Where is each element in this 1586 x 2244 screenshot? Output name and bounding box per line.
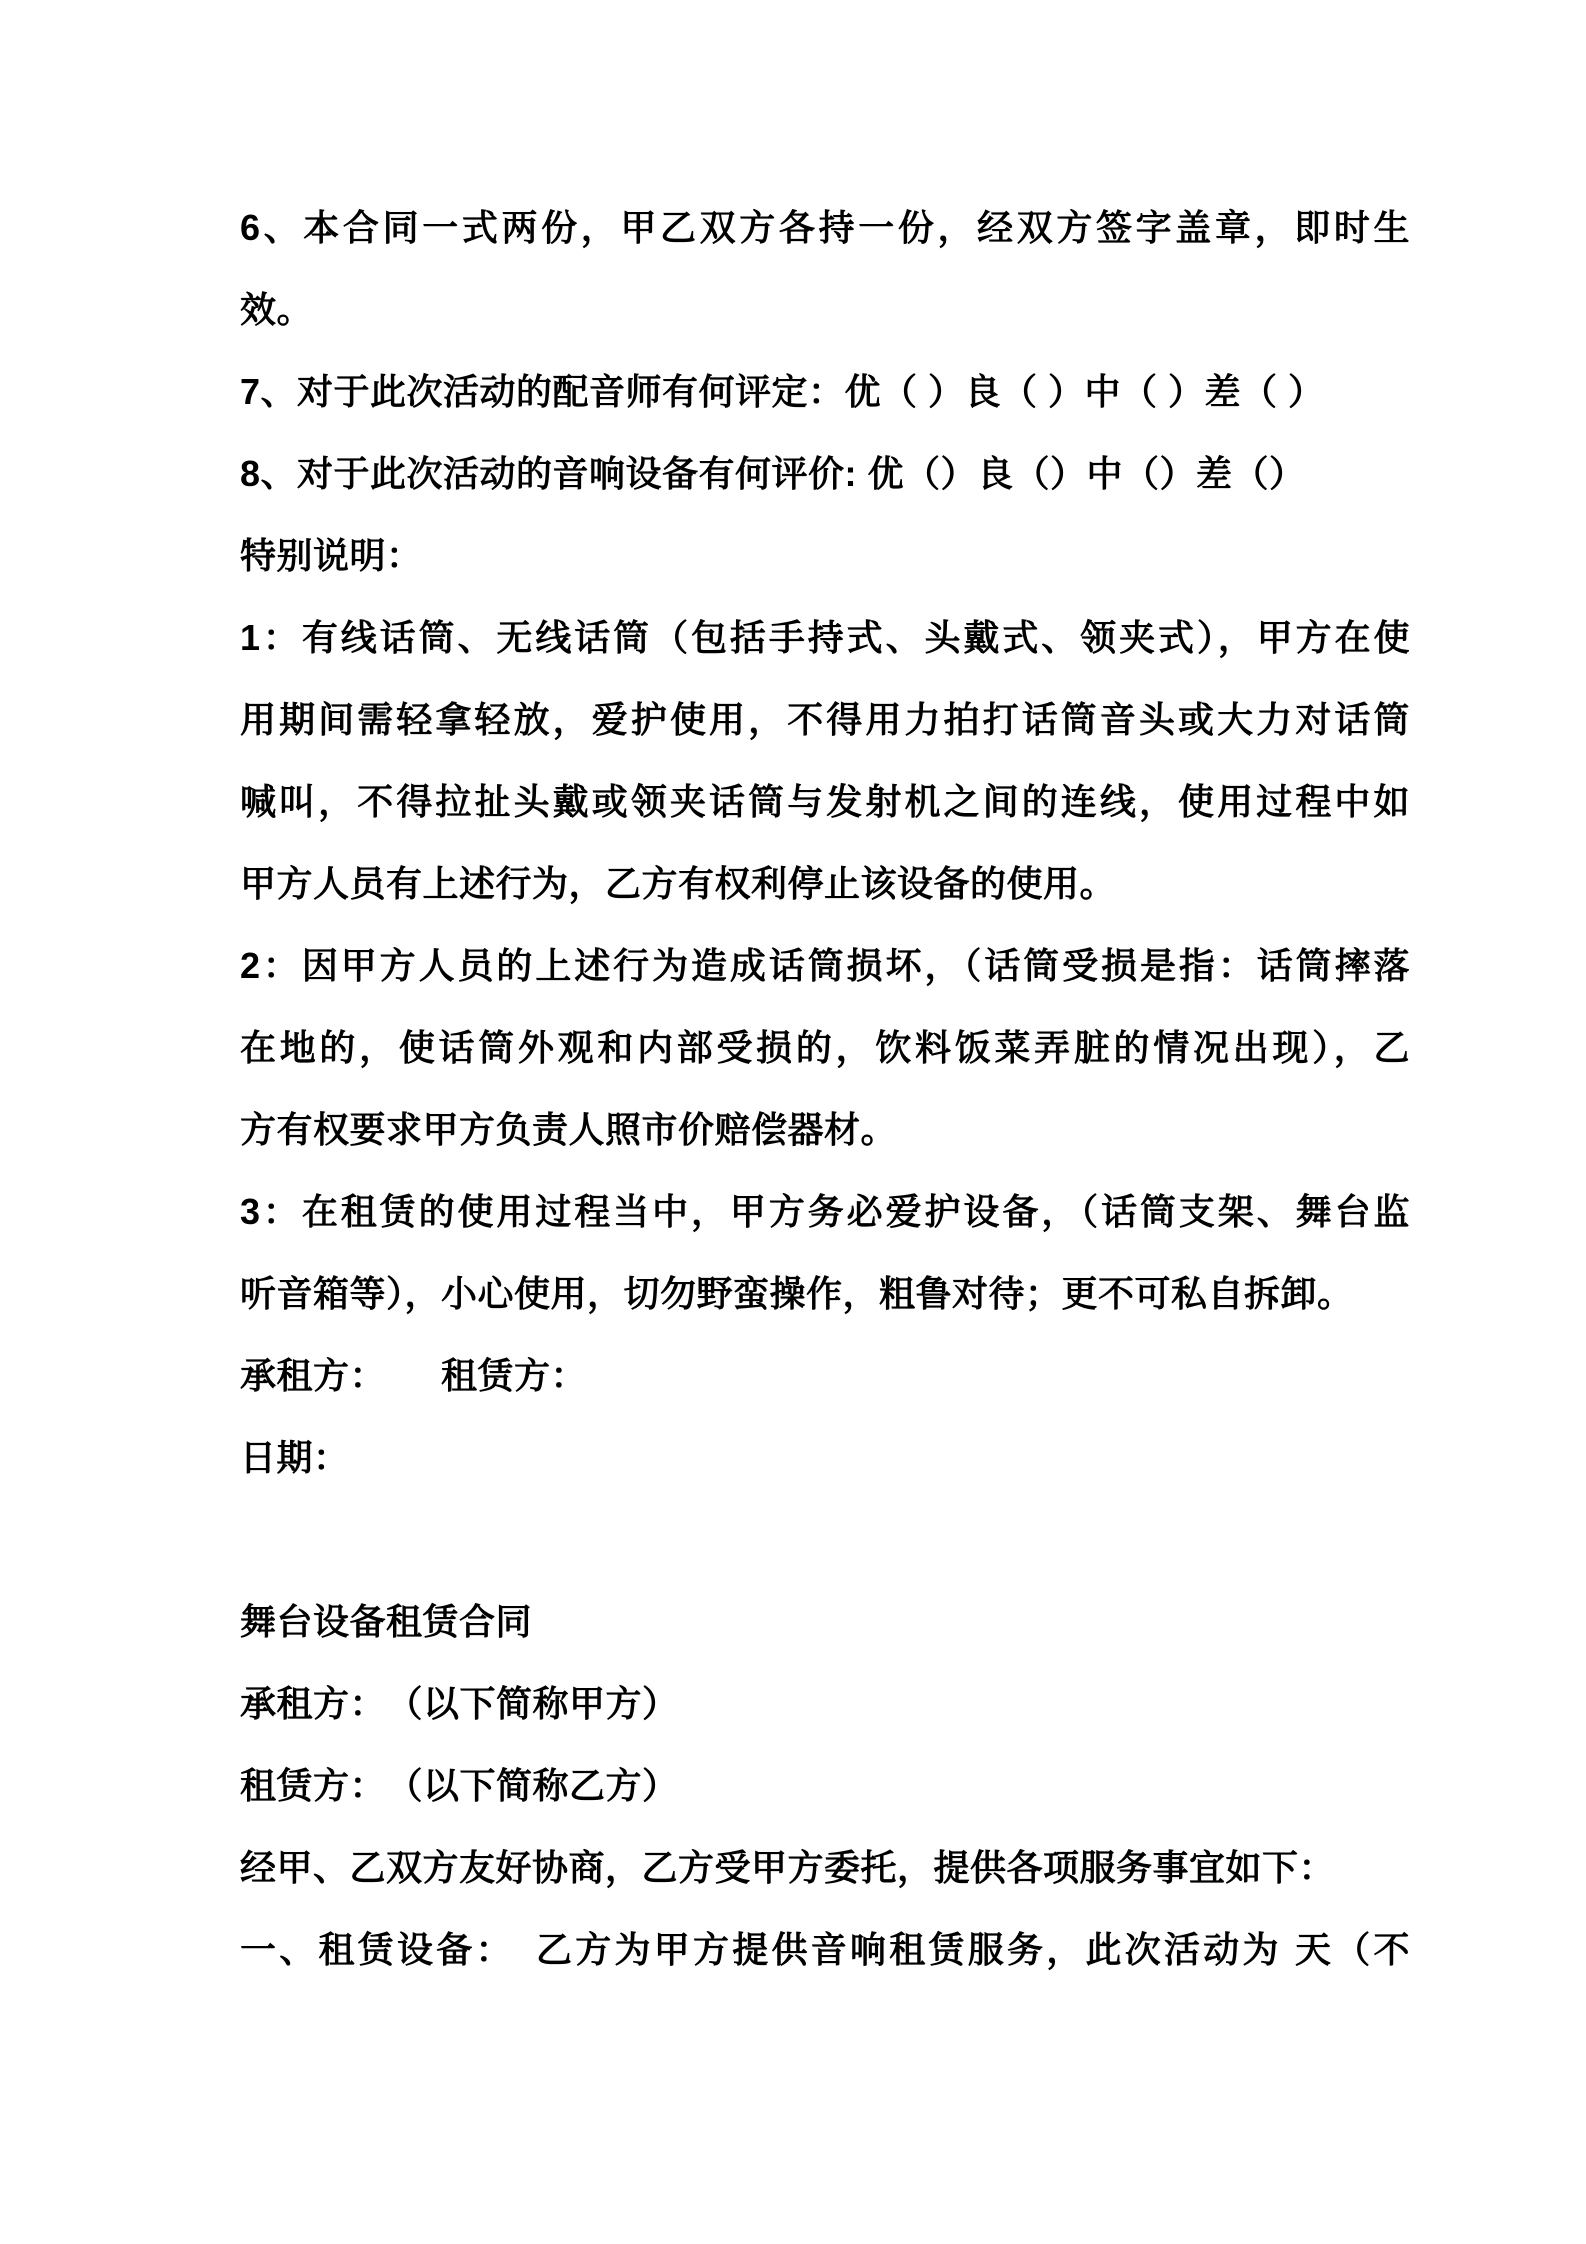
text-line-note-1-cont-2: 喊叫，不得拉扯头戴或领夹话筒与发射机之间的连线，使用过程中如 — [240, 781, 1410, 822]
text-line-signature-date: 日期： — [240, 1437, 350, 1478]
text-line-clause-6-cont: 效。 — [240, 289, 314, 330]
text-line-note-1: 1：有线话筒、无线话筒（包括手持式、头戴式、领夹式），甲方在使 — [240, 617, 1410, 658]
text-line-clause-7-rating: 7、对于此次活动的配音师有何评定：优（ ）良（ ）中（ ）差（ ） — [240, 371, 1325, 412]
document-body — [240, 187, 1410, 1991]
text-line-clause-6: 6、本合同一式两份，甲乙双方各持一份，经双方签字盖章，即时生 — [240, 207, 1410, 248]
text-line-note-1-cont: 用期间需轻拿轻放，爱护使用，不得用力拍打话筒音头或大力对话筒 — [240, 699, 1410, 740]
text-line-lessor-party-b: 租赁方： （以下简称乙方） — [240, 1765, 679, 1806]
text-line-note-3-end: 听音箱等），小心使用，切勿野蛮操作，粗鲁对待；更不可私自拆卸。 — [240, 1273, 1354, 1314]
text-line-agreement-intro: 经甲、乙双方友好协商，乙方受甲方委托，提供各项服务事宜如下： — [240, 1847, 1336, 1888]
text-line-note-3: 3：在租赁的使用过程当中，甲方务必爱护设备，（话筒支架、舞台监 — [240, 1191, 1410, 1232]
text-line-note-2-end: 方有权要求甲方负责人照市价赔偿器材。 — [240, 1109, 898, 1150]
blank-line — [240, 1499, 1410, 1581]
text-line-note-1-end: 甲方人员有上述行为，乙方有权利停止该设备的使用。 — [240, 863, 1117, 904]
text-line-lessee-party-a: 承租方： （以下简称甲方） — [240, 1683, 679, 1724]
text-line-note-2: 2：因甲方人员的上述行为造成话筒损坏，（话筒受损是指：话筒摔落 — [240, 945, 1410, 986]
text-line-special-note-label: 特别说明： — [240, 535, 423, 576]
text-line-clause-1-equipment: 一、租赁设备： 乙方为甲方提供音响租赁服务，此次活动为 天（不 — [240, 1929, 1410, 1970]
text-line-clause-8-rating: 8、对于此次活动的音响设备有何评价: 优（）良（）中（）差（） — [240, 453, 1306, 494]
text-line-note-2-cont: 在地的，使话筒外观和内部受损的，饮料饭菜弄脏的情况出现），乙 — [240, 1027, 1410, 1068]
text-line-signature-parties: 承租方： 租赁方： — [240, 1355, 588, 1396]
document-title: 舞台设备租赁合同 — [240, 1601, 533, 1642]
